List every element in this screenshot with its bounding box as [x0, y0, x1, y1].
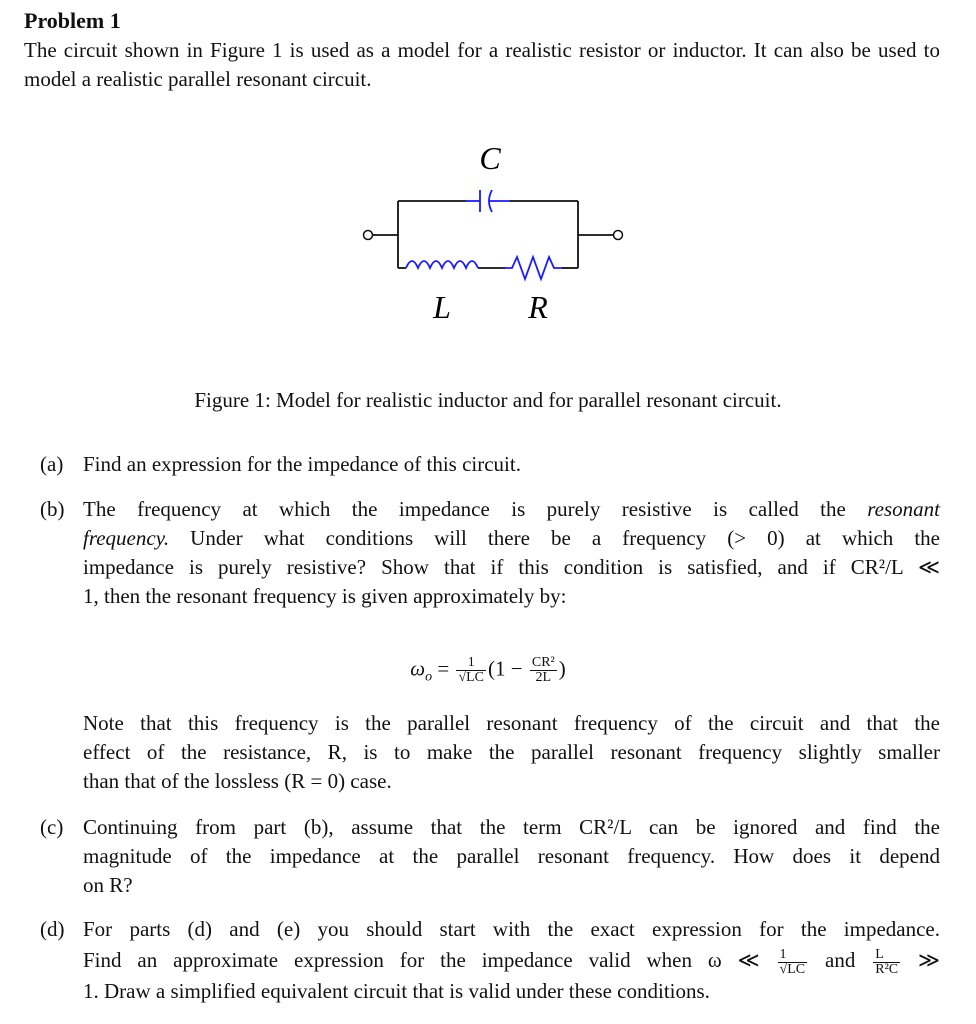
part-a-label: (a) — [40, 452, 64, 476]
problem-title: Problem 1 — [24, 8, 121, 33]
part-b-note-line-1: Note that this frequency is the parallel resonant frequency of the circuit and that the — [83, 711, 940, 735]
part-b-note — [40, 709, 940, 796]
formula-middle: (1 − — [488, 656, 528, 681]
part-b-note-line-2: effect of the resistance, R, is to make the parallel resonant frequency slightly smaller — [83, 740, 940, 764]
part-d-fraction-2-numerator: L — [873, 948, 900, 963]
part-d-line-2 — [83, 944, 940, 977]
formula-close-paren: ) — [558, 656, 566, 681]
resistor-symbol — [505, 257, 562, 279]
part-b-label: (b) — [40, 497, 65, 521]
circuit-diagram — [340, 135, 640, 325]
part-b — [40, 495, 940, 611]
figure-caption: Figure 1: Model for realistic inductor and for parallel resonant circuit. — [194, 388, 782, 412]
right-terminal — [614, 231, 623, 240]
part-c-line-3: on R? — [83, 873, 133, 897]
part-d-label: (d) — [40, 917, 65, 941]
part-d-fraction-2 — [873, 948, 900, 977]
formula-subscript: o — [425, 669, 433, 685]
part-b-emphasis-frequency: frequency. — [83, 526, 170, 550]
part-b-line-4: 1, then the resonant frequency is given approximately by: — [83, 584, 567, 608]
part-d-line-1: For parts (d) and (e) you should start with the exact expression for the impedance. — [83, 917, 940, 941]
part-d-fraction-1 — [778, 948, 808, 977]
formula-fraction-2-denominator: 2L — [535, 670, 552, 685]
part-d-line-2-end: ≫ — [902, 948, 941, 972]
part-d — [40, 915, 940, 1006]
formula-fraction-2-numerator: CR² — [531, 655, 555, 670]
inductor-symbol — [406, 261, 478, 268]
inductor-label: L — [433, 289, 451, 325]
part-a — [40, 450, 940, 479]
part-b-line-1-text: The frequency at which the impedance is purely resistive is called the — [83, 497, 868, 521]
part-b-line-2 — [83, 524, 940, 553]
part-c — [40, 813, 940, 900]
part-d-fraction-1-denominator: √LC — [779, 961, 806, 977]
intro-paragraph: The circuit shown in Figure 1 is used as a model for a realistic resistor or inductor. It can also be used to model a realistic parallel resonant circuit. — [24, 38, 940, 91]
part-b-note-line-3: than that of the lossless (R = 0) case. — [83, 769, 392, 793]
formula-fraction-1-numerator: 1 — [456, 656, 486, 671]
part-b-emphasis-resonant: resonant — [867, 497, 940, 521]
formula-fraction-1-denominator: √LC — [458, 670, 485, 685]
resonant-frequency-formula — [0, 656, 976, 686]
left-terminal — [364, 231, 373, 240]
part-d-fraction-2-denominator: R²C — [875, 961, 899, 977]
formula-equals: = — [432, 656, 455, 681]
part-a-text: Find an expression for the impedance of this circuit. — [83, 452, 521, 476]
part-c-label: (c) — [40, 815, 64, 839]
part-b-line-1 — [83, 495, 940, 524]
formula-fraction-2 — [530, 656, 557, 685]
part-b-line-2-text: Under what conditions will there be a frequency (> 0) at which the — [169, 526, 940, 550]
part-d-fraction-1-numerator: 1 — [778, 948, 808, 963]
part-c-line-1: Continuing from part (b), assume that the term CR²/L can be ignored and find the — [83, 815, 940, 839]
capacitor-label: C — [479, 140, 501, 176]
part-c-line-2: magnitude of the impedance at the parallel resonant frequency. How does it depend — [83, 844, 940, 868]
part-b-line-3: impedance is purely resistive? Show that if this condition is satisfied, and if CR²/L ≪ — [83, 555, 940, 579]
capacitor-symbol — [466, 190, 510, 212]
formula-omega: ω — [410, 656, 426, 681]
resistor-label: R — [528, 289, 548, 325]
part-d-line-3: 1. Draw a simplified equivalent circuit that is valid under these conditions. — [83, 978, 710, 1003]
part-d-line-2-and: and — [809, 948, 872, 972]
part-d-line-2-text: Find an approximate expression for the impedance valid when ω ≪ — [83, 948, 776, 972]
formula-fraction-1 — [456, 656, 486, 685]
